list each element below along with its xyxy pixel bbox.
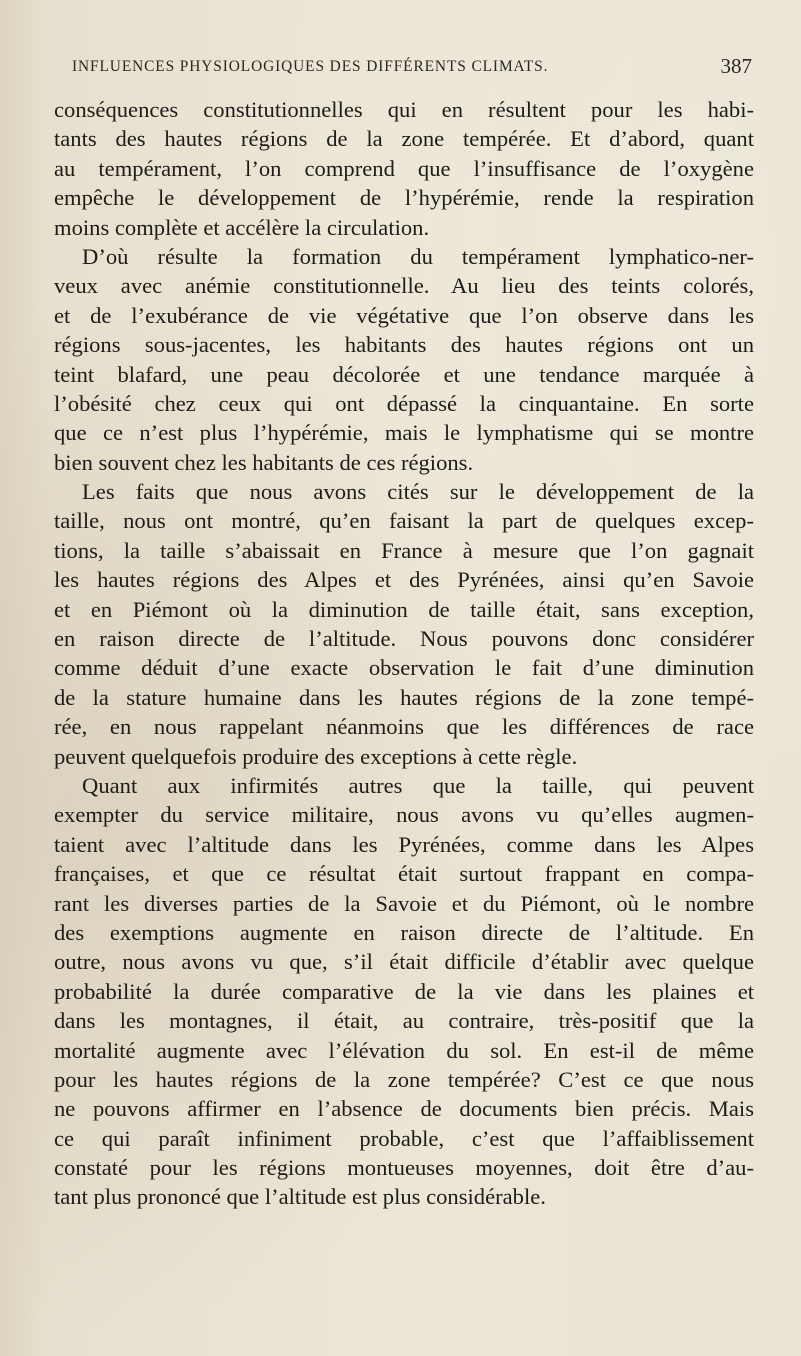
text-line: dans les montagnes, il était, au contraire, très-positif que la — [54, 1008, 754, 1034]
text-line: probabilité la durée comparative de la vie dans les plaines et — [54, 978, 754, 1004]
text-line: ne pouvons affirmer en l’absence de documents bien précis. Mais — [54, 1096, 754, 1122]
text-line: tants des hautes régions de la zone tempérée. Et d’abord, quant — [54, 126, 754, 152]
text-line: françaises, et que ce résultat était surtout frappant en compa- — [54, 861, 754, 887]
text-line: taille, nous ont montré, qu’en faisant la part de quelques excep- — [54, 508, 754, 534]
text-line: veux avec anémie constitutionnelle. Au lieu des teints colorés, — [54, 273, 754, 299]
page-number: 387 — [720, 54, 752, 78]
text-line: et de l’exubérance de vie végétative que l’on observe dans les — [54, 302, 754, 328]
text-line: D’où résulte la formation du tempérament lymphatico-ner- — [82, 243, 754, 269]
text-line: ce qui paraît infiniment probable, c’est que l’affaiblissement — [54, 1125, 754, 1151]
text-line: comme déduit d’une exacte observation le fait d’une diminution — [54, 655, 754, 681]
text-line: Quant aux infirmités autres que la taille, qui peuvent — [82, 772, 754, 798]
text-line: exempter du service militaire, nous avons vu qu’elles augmen- — [54, 802, 754, 828]
text-line: rant les diverses parties de la Savoie et du Piémont, où le nombre — [54, 890, 754, 916]
text-line: en raison directe de l’altitude. Nous pouvons donc considérer — [54, 626, 754, 652]
text-line: au tempérament, l’on comprend que l’insuffisance de l’oxygène — [54, 155, 754, 181]
text-line: taient avec l’altitude dans les Pyrénées, comme dans les Alpes — [54, 831, 754, 857]
text-line: tant plus prononcé que l’altitude est plus considérable. — [54, 1184, 546, 1210]
text-line: tions, la taille s’abaissait en France à mesure que l’on gagnait — [54, 537, 754, 563]
text-line: empêche le développement de l’hypérémie, rende la respiration — [54, 185, 754, 211]
text-line: régions sous-jacentes, les habitants des hautes régions ont un — [54, 332, 754, 358]
page-header — [72, 54, 752, 82]
text-line: conséquences constitutionnelles qui en résultent pour les habi- — [54, 97, 754, 122]
text-line: de la stature humaine dans les hautes régions de la zone tempé- — [54, 684, 754, 710]
text-line: peuvent quelquefois produire des exceptions à cette règle. — [54, 743, 578, 769]
text-line: que ce n’est plus l’hypérémie, mais le lymphatisme qui se montre — [54, 420, 754, 446]
text-line: outre, nous avons vu que, s’il était difficile d’établir avec quelque — [54, 949, 754, 975]
text-line: rée, en nous rappelant néanmoins que les différences de race — [54, 714, 754, 740]
text-line: moins complète et accélère la circulation. — [54, 214, 430, 240]
text-line: l’obésité chez ceux qui ont dépassé la cinquantaine. En sorte — [54, 390, 754, 416]
running-title: INFLUENCES PHYSIOLOGIQUES DES DIFFÉRENTS CLIMATS. — [72, 58, 549, 75]
text-line: teint blafard, une peau décolorée et une tendance marquée à — [54, 361, 754, 387]
text-line: mortalité augmente avec l’élévation du sol. En est-il de même — [54, 1037, 754, 1063]
text-line: bien souvent chez les habitants de ces régions. — [54, 449, 474, 475]
text-line: et en Piémont où la diminution de taille était, sans exception, — [54, 596, 754, 622]
text-line: constaté pour les régions montueuses moyennes, doit être d’au- — [54, 1155, 754, 1181]
text-line: pour les hautes régions de la zone tempérée? C’est ce que nous — [54, 1066, 754, 1092]
text-line: les hautes régions des Alpes et des Pyrénées, ainsi qu’en Savoie — [54, 567, 754, 593]
body-text — [54, 95, 754, 1212]
text-line: des exemptions augmente en raison directe de l’altitude. En — [54, 919, 754, 945]
text-line: Les faits que nous avons cités sur le développement de la — [82, 479, 754, 505]
